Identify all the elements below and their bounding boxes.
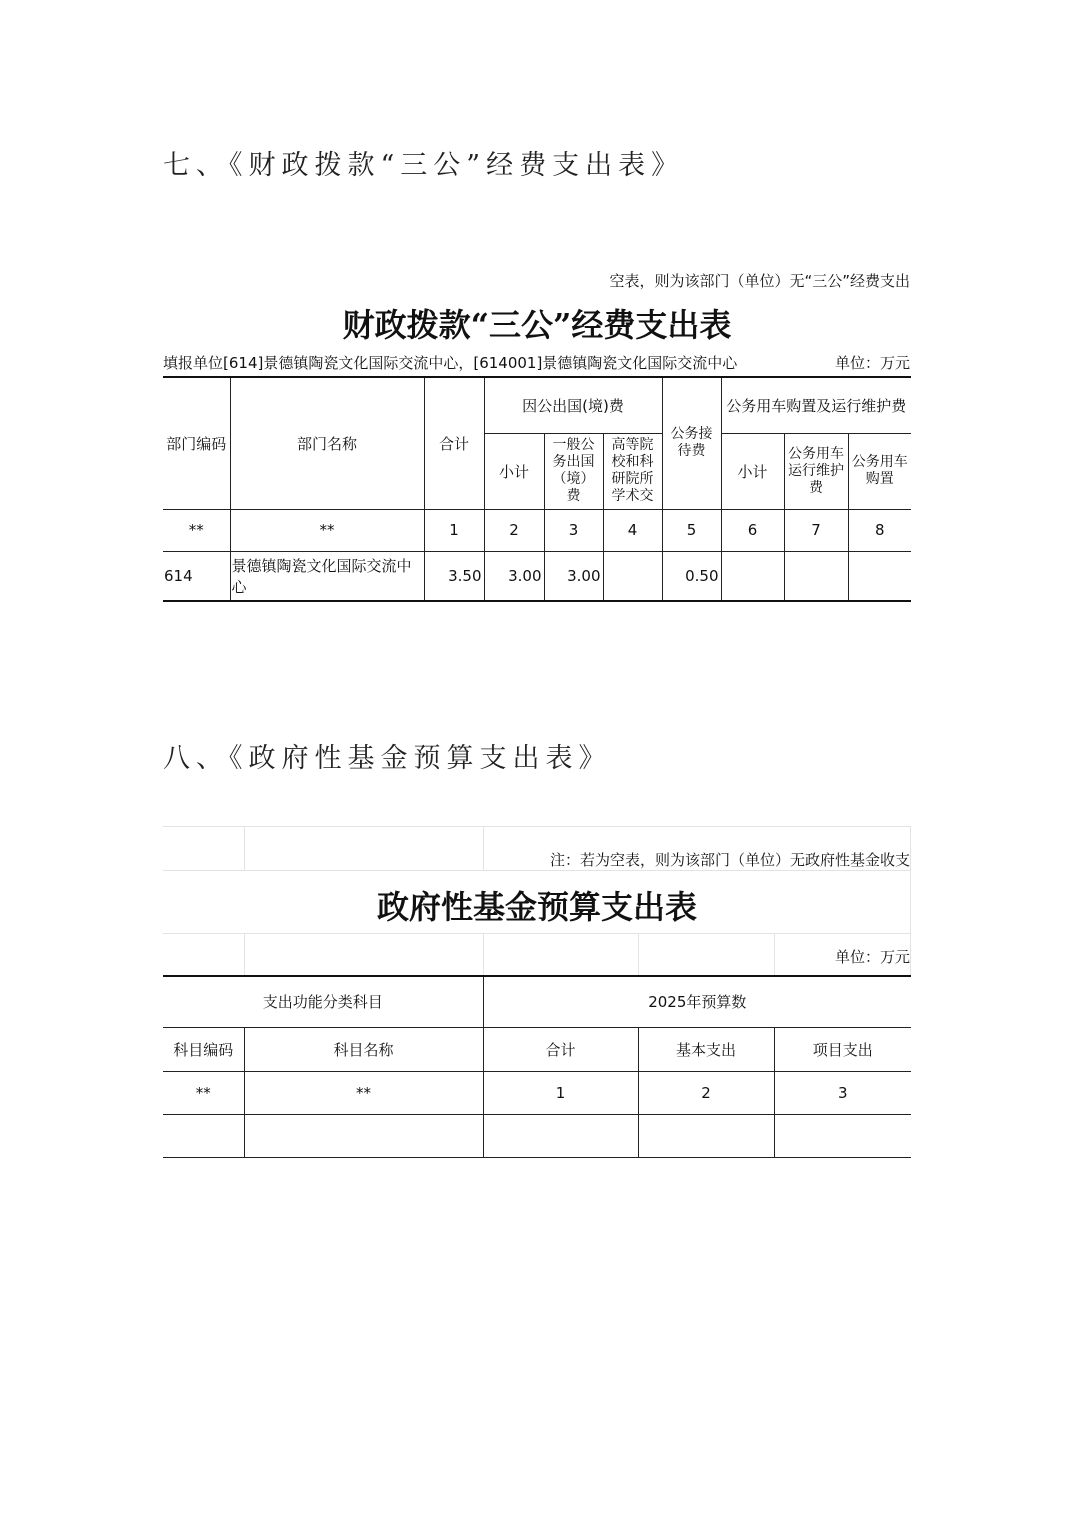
data-cell [163,1114,244,1157]
section-8-table-title: 政府性基金预算支出表 [376,888,697,926]
section-7-table-title: 财政拨款“三公”经费支出表 [342,306,732,344]
grid-line [483,933,484,975]
header-reception: 公务接待费 [662,377,721,509]
section-8-note: 注：若为空表，则为该部门（单位）无政府性基金收支 [549,851,910,869]
data-dept-code: 614 [163,551,230,601]
section-7-heading: 七、《财政拨款“三公”经费支出表》 [163,150,685,181]
grid-line [483,826,484,870]
header-vehicle-purchase: 公务用车购置 [848,433,911,509]
data-abroad-academic [603,551,662,601]
index-cell: ** [230,509,424,551]
index-cell: 1 [483,1071,638,1114]
header-code: 科目编码 [163,1027,244,1071]
index-cell: 8 [848,509,911,551]
index-cell: ** [163,1071,244,1114]
header-basic: 基本支出 [638,1027,774,1071]
unit-label: 单位：万元 [834,948,910,966]
header-abroad-general: 一般公务出国（境）费 [544,433,603,509]
data-total: 3.50 [424,551,484,601]
government-fund-table [163,975,911,1158]
grid-line [163,870,911,871]
grid-line [163,826,911,827]
unit-label: 单位：万元 [834,354,910,372]
grid-line [244,933,245,975]
data-cell [483,1114,638,1157]
data-cell [638,1114,774,1157]
header-dept-code: 部门编码 [163,377,230,509]
index-cell: 6 [721,509,784,551]
data-reception: 0.50 [662,551,721,601]
data-abroad-subtotal: 3.00 [484,551,544,601]
index-cell: 3 [774,1071,911,1114]
index-cell: ** [244,1071,483,1114]
index-cell: 1 [424,509,484,551]
data-dept-name: 景德镇陶瓷文化国际交流中心 [230,551,424,601]
fill-unit: 填报单位[614]景德镇陶瓷文化国际交流中心，[614001]景德镇陶瓷文化国际交流中心 [163,354,738,372]
data-vehicle-maintenance [784,551,848,601]
index-cell: 7 [784,509,848,551]
header-vehicle-maintenance: 公务用车运行维护费 [784,433,848,509]
data-vehicle-subtotal [721,551,784,601]
data-abroad-general: 3.00 [544,551,603,601]
index-cell: ** [163,509,230,551]
index-cell: 4 [603,509,662,551]
index-cell: 5 [662,509,721,551]
header-total: 合计 [424,377,484,509]
index-cell: 3 [544,509,603,551]
grid-line [244,826,245,870]
three-public-expense-table [163,376,911,602]
data-cell [774,1114,911,1157]
header-abroad: 因公出国(境)费 [484,377,662,433]
header-project: 项目支出 [774,1027,911,1071]
section-7-note: 空表，则为该部门（单位）无“三公”经费支出 [609,272,910,290]
header-category: 支出功能分类科目 [163,976,483,1027]
index-cell: 2 [638,1071,774,1114]
header-vehicle: 公务用车购置及运行维护费 [721,377,911,433]
header-abroad-subtotal: 小计 [484,433,544,509]
header-abroad-academic: 高等院校和科研院所学术交 [603,433,662,509]
header-total: 合计 [483,1027,638,1071]
header-dept-name: 部门名称 [230,377,424,509]
header-budget: 2025年预算数 [483,976,911,1027]
grid-line [638,933,639,975]
data-vehicle-purchase [848,551,911,601]
index-cell: 2 [484,509,544,551]
grid-line [774,933,775,975]
grid-line [163,933,911,934]
header-name: 科目名称 [244,1027,483,1071]
header-vehicle-subtotal: 小计 [721,433,784,509]
data-cell [244,1114,483,1157]
section-8-heading: 八、《政府性基金预算支出表》 [163,743,612,774]
